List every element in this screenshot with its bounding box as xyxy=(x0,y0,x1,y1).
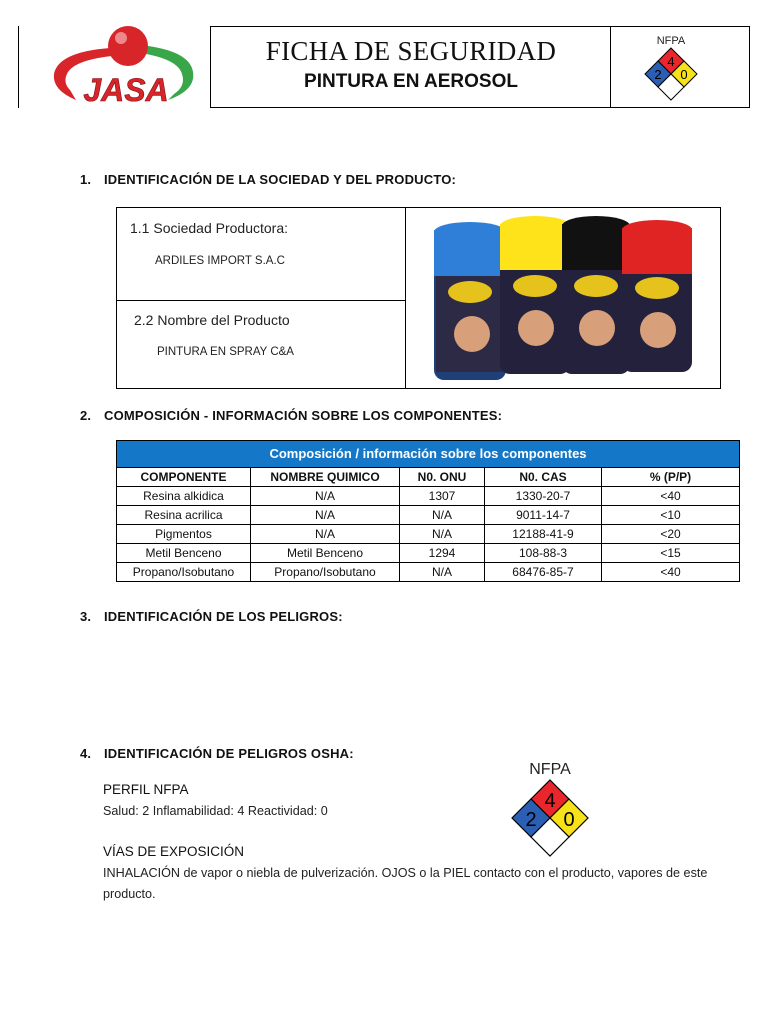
table-cell: 68476-85-7 xyxy=(485,563,602,582)
nfpa-flammability-small: 4 xyxy=(667,54,675,69)
section-3-heading xyxy=(80,609,343,624)
section-2-title: COMPOSICIÓN - INFORMACIÓN SOBRE LOS COMPONENTES: xyxy=(104,408,503,423)
table-cell: N/A xyxy=(400,525,485,544)
black-spray-can xyxy=(562,216,630,374)
table-row xyxy=(117,563,740,582)
jasa-logo xyxy=(50,24,200,108)
table-cell: Pigmentos xyxy=(117,525,251,544)
table-cell: 12188-41-9 xyxy=(485,525,602,544)
table-row xyxy=(117,506,740,525)
section-4-number: 4. xyxy=(80,746,92,761)
section-3-number: 3. xyxy=(80,609,92,624)
logo-red-ball xyxy=(108,26,148,66)
table-cell: N/A xyxy=(400,506,485,525)
blue-spray-can xyxy=(434,222,506,380)
table-caption: Composición / información sobre los componentes xyxy=(117,441,740,468)
table-cell: Metil Benceno xyxy=(117,544,251,563)
table-row xyxy=(117,487,740,506)
table-cell: 1330-20-7 xyxy=(485,487,602,506)
nfpa-profile-text: Salud: 2 Inflamabilidad: 4 Reactividad: 0 xyxy=(103,804,328,818)
table-row xyxy=(117,525,740,544)
table-header-cell: N0. ONU xyxy=(400,468,485,487)
table-cell: <20 xyxy=(602,525,740,544)
table-cell: <10 xyxy=(602,506,740,525)
nfpa-reactivity-small: 0 xyxy=(680,67,688,82)
page-subtitle: PINTURA EN AEROSOL xyxy=(304,71,518,92)
section-3-title: IDENTIFICACIÓN DE LOS PELIGROS: xyxy=(104,609,343,624)
table-cell: Resina acrilica xyxy=(117,506,251,525)
header-left-border xyxy=(18,26,19,108)
nfpa-health-large: 2 xyxy=(525,809,537,831)
table-cell: Resina alkidica xyxy=(117,487,251,506)
section-4-title: IDENTIFICACIÓN DE PELIGROS OSHA: xyxy=(104,746,354,761)
section-4-heading xyxy=(80,746,354,761)
header-divider xyxy=(610,26,611,108)
red-spray-can xyxy=(622,220,692,372)
section-1-number: 1. xyxy=(80,172,92,187)
table-cell: Metil Benceno xyxy=(251,544,400,563)
yellow-spray-can xyxy=(500,216,570,374)
table-header-cell: % (P/P) xyxy=(602,468,740,487)
company-value: ARDILES IMPORT S.A.C xyxy=(155,255,285,267)
section-1-heading xyxy=(80,172,456,187)
table-cell: <40 xyxy=(602,487,740,506)
table-cell: 1307 xyxy=(400,487,485,506)
table-cell: <40 xyxy=(602,563,740,582)
section-2-heading xyxy=(80,408,502,423)
exposure-routes-text: INHALACIÓN de vapor o niebla de pulverización. OJOS o la PIEL contacto con el producto, vapores de este producto. xyxy=(103,866,708,901)
table-row xyxy=(117,544,740,563)
nfpa-label-small: NFPA xyxy=(656,35,686,47)
table-cell: Propano/Isobutano xyxy=(251,563,400,582)
table-header-cell: N0. CAS xyxy=(485,468,602,487)
nfpa-reactivity-large: 0 xyxy=(563,809,575,831)
spray-cans-image xyxy=(428,214,696,380)
table-cell: Propano/Isobutano xyxy=(117,563,251,582)
nfpa-label-large: NFPA xyxy=(529,761,571,778)
table-cell: N/A xyxy=(251,525,400,544)
section-1-vertical-divider xyxy=(405,207,406,389)
nfpa-profile-heading: PERFIL NFPA xyxy=(103,782,189,797)
section-1-title: IDENTIFICACIÓN DE LA SOCIEDAD Y DEL PRODUCTO: xyxy=(104,172,457,187)
table-cell: 1294 xyxy=(400,544,485,563)
hazards-paragraph xyxy=(103,647,740,668)
section-1-horizontal-divider xyxy=(116,300,406,301)
section-2-number: 2. xyxy=(80,408,92,423)
exposure-routes-heading: VÍAS DE EXPOSICIÓN xyxy=(103,844,245,859)
logo-text: JASA xyxy=(83,72,169,108)
nfpa-flammability-large: 4 xyxy=(544,790,556,812)
product-label: 2.2 Nombre del Producto xyxy=(134,312,290,328)
table-cell: 9011-14-7 xyxy=(485,506,602,525)
product-value: PINTURA EN SPRAY C&A xyxy=(157,346,294,358)
company-label: 1.1 Sociedad Productora: xyxy=(130,220,288,236)
table-cell: N/A xyxy=(251,506,400,525)
table-header-cell: NOMBRE QUIMICO xyxy=(251,468,400,487)
nfpa-health-small: 2 xyxy=(654,67,662,82)
table-cell: <15 xyxy=(602,544,740,563)
page-title: FICHA DE SEGURIDAD xyxy=(265,36,557,66)
composition-table xyxy=(116,440,740,582)
nfpa-diamond-small xyxy=(640,33,704,105)
table-cell: 108-88-3 xyxy=(485,544,602,563)
table-cell: N/A xyxy=(251,487,400,506)
table-cell: N/A xyxy=(400,563,485,582)
table-header-cell: COMPONENTE xyxy=(117,468,251,487)
table-header-row xyxy=(117,468,740,487)
nfpa-diamond-large xyxy=(503,758,595,860)
